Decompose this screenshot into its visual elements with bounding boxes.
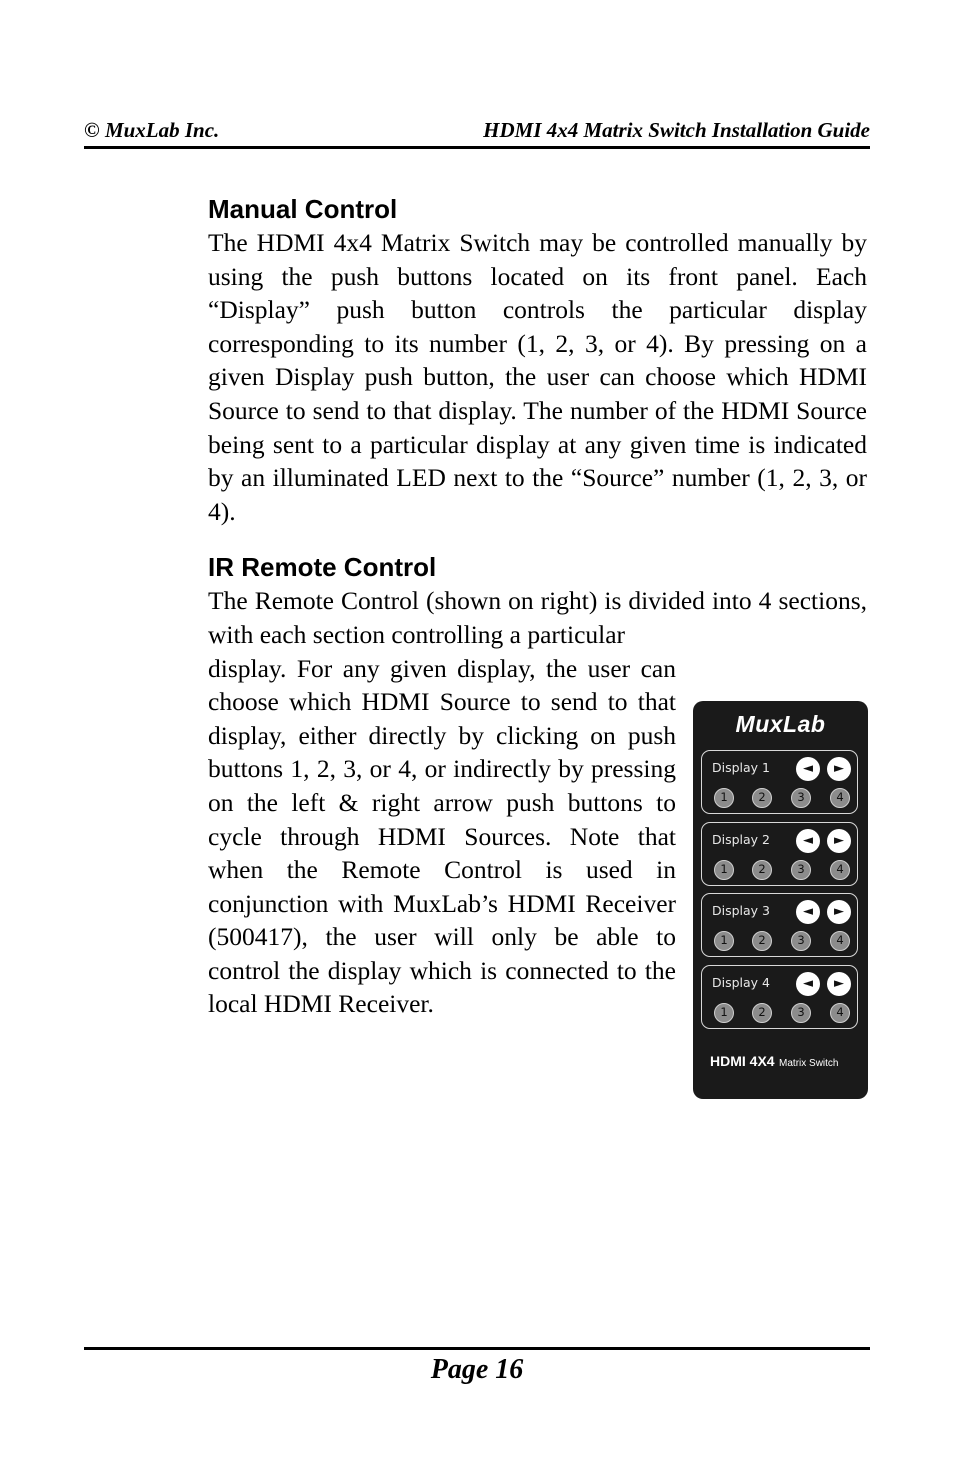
model-sub-text: Matrix Switch (779, 1058, 839, 1069)
left-arrow-icon: ◄ (796, 757, 820, 781)
right-arrow-icon: ► (827, 829, 851, 853)
model-main-text: HDMI 4X4 (710, 1053, 775, 1069)
page-header (84, 116, 870, 146)
source-button-3: 3 (791, 860, 811, 880)
manual-control-paragraph: The HDMI 4x4 Matrix Switch may be controlled manually by using the push buttons located on its front panel. Each “Display” push button controls the particular display corresponding to its number (1, 2, 3, or 4). By pressing on a given Display push button, the user can choose which HDMI Source to send to that display. The number of the HDMI Source being sent to a particular display at any given time is indicated by an illuminated LED next to the “Source” number (1, 2, 3, or 4). (208, 228, 867, 526)
remote-panel-display-2 (701, 822, 858, 886)
source-button-1: 1 (714, 788, 734, 808)
right-arrow-icon: ► (827, 757, 851, 781)
source-button-4: 4 (830, 931, 850, 951)
remote-panel-label: Display 3 (712, 903, 771, 918)
left-arrow-icon: ◄ (796, 972, 820, 996)
source-button-3: 3 (791, 1003, 811, 1023)
footer-rule (84, 1347, 870, 1350)
page-number: Page 16 (430, 1354, 524, 1385)
source-button-4: 4 (830, 1003, 850, 1023)
source-button-2: 2 (752, 1003, 772, 1023)
remote-panel-label: Display 4 (712, 975, 771, 990)
source-button-4: 4 (830, 788, 850, 808)
ir-remote-paragraph-full: The Remote Control (shown on right) is divided into 4 sections, with each section controlling a particular (208, 586, 867, 649)
ir-remote-paragraph-wrapped: display. For any given display, the user can choose which HDMI Source to send to that display, either directly by clicking on push buttons 1, 2, 3, or 4, or indirectly by pressing on the left & right arrow push buttons to cycle through HDMI Sources. Note that when the Remote Control is used in conjunction with MuxLab’s HDMI Receiver (500417), the user will only be able to control the display which is connected to the local HDMI Receiver. (208, 653, 676, 1019)
manual-control-heading: Manual Control (208, 194, 398, 224)
right-arrow-icon: ► (827, 900, 851, 924)
source-button-1: 1 (714, 1003, 734, 1023)
header-rule (84, 146, 870, 149)
remote-panel-label: Display 1 (712, 760, 771, 775)
remote-panel-display-3 (701, 893, 858, 957)
remote-model-label (710, 1053, 838, 1071)
source-button-1: 1 (714, 931, 734, 951)
source-button-3: 3 (791, 931, 811, 951)
source-button-3: 3 (791, 788, 811, 808)
remote-panel-display-1 (701, 750, 858, 814)
left-arrow-icon: ◄ (796, 829, 820, 853)
right-arrow-icon: ► (827, 972, 851, 996)
remote-panel-display-4 (701, 965, 858, 1029)
remote-panel-label: Display 2 (712, 832, 771, 847)
source-button-1: 1 (714, 860, 734, 880)
source-button-4: 4 (830, 860, 850, 880)
header-guide-title: HDMI 4x4 Matrix Switch Installation Guide (483, 118, 870, 142)
left-arrow-icon: ◄ (796, 900, 820, 924)
source-button-2: 2 (752, 860, 772, 880)
header-copyright: © MuxLab Inc. (84, 118, 220, 142)
muxlab-logo: MuxLab (735, 711, 826, 737)
source-button-2: 2 (752, 788, 772, 808)
remote-control-image (693, 701, 868, 1099)
ir-remote-heading: IR Remote Control (208, 552, 437, 583)
source-button-2: 2 (752, 931, 772, 951)
